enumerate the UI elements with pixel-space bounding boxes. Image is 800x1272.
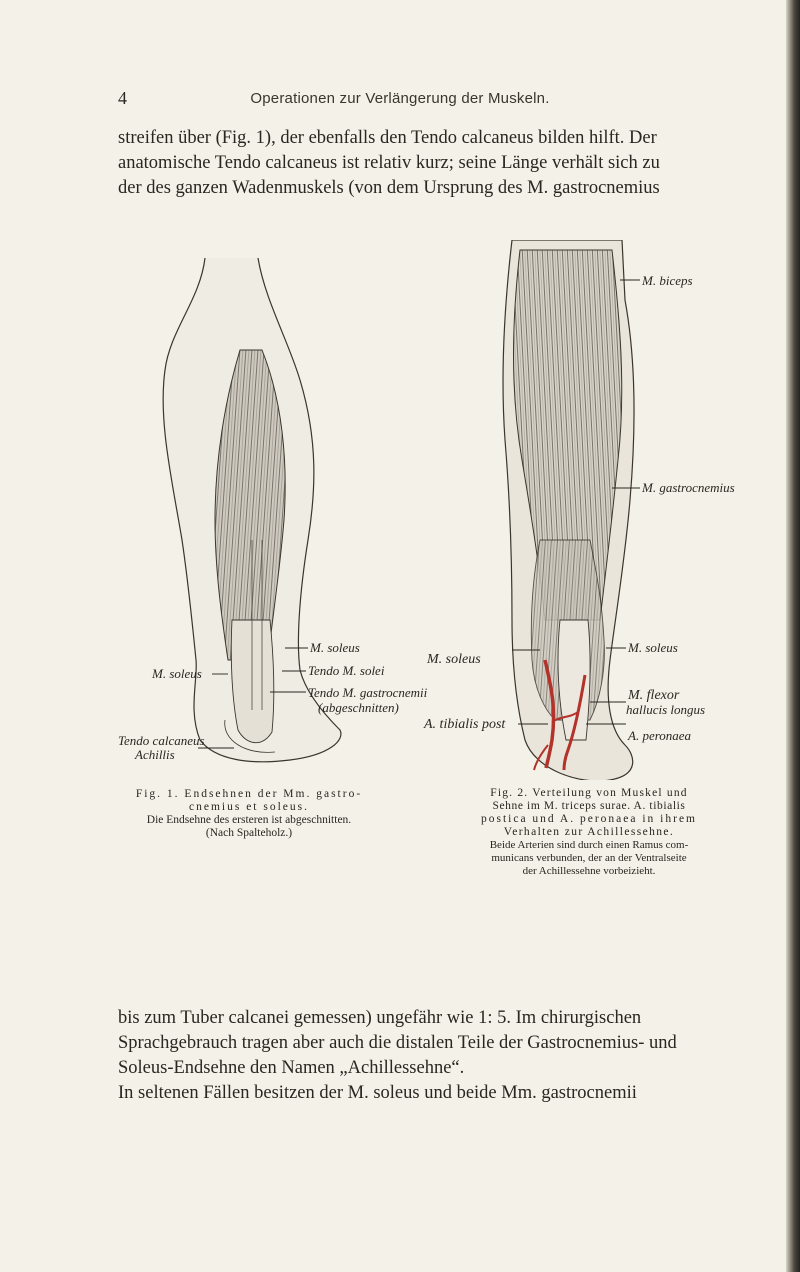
running-head: Operationen zur Verlängerung der Muskeln. — [250, 90, 550, 107]
label-fig1-m-soleus-right: M. soleus — [310, 640, 360, 655]
caption-line: (Nach Spalteholz.) — [205, 827, 293, 839]
label-fig2-m-gastrocnemius: M. gastrocnemius — [642, 480, 735, 495]
label-fig1-abgeschnitten: (abgeschnitten) — [318, 700, 399, 715]
text-line: Sprachgebrauch tragen aber auch die distalen Teile der Gastrocnemius- und — [118, 1033, 677, 1053]
label-fig2-hallucis-longus: hallucis longus — [626, 702, 706, 717]
caption-line: cnemius et soleus. — [189, 801, 309, 813]
label-fig1-tendo-m-solei: Tendo M. solei — [308, 663, 385, 678]
caption-line: Verhalten zur Achillessehne. — [503, 826, 675, 838]
text-line: bis zum Tuber calcanei gemessen) ungefähr wie 1: 5. Im chirurgischen — [118, 1008, 642, 1028]
label-fig1-tendo-gastrocnemii: Tendo M. gastrocnemii — [308, 685, 428, 700]
caption-line: Sehne im M. triceps surae. A. tibialis — [492, 800, 686, 812]
paragraph-bottom — [118, 1006, 734, 1106]
anatomical-figures — [0, 240, 800, 780]
text-line: Soleus-Endsehne den Namen „Achillessehne“. — [118, 1058, 465, 1078]
caption-line: Fig. 2. Verteilung von Muskel und — [490, 787, 688, 799]
page-header — [0, 88, 800, 112]
label-fig1-achillis: Achillis — [135, 747, 175, 762]
figure-2-caption — [436, 787, 742, 878]
text-line: In seltenen Fällen besitzen der M. soleus und beide Mm. gastrocnemii — [118, 1083, 637, 1103]
label-fig2-m-soleus-right: M. soleus — [628, 640, 678, 655]
caption-line: municans verbunden, der an der Ventralseite — [491, 852, 687, 864]
caption-line: Beide Arterien sind durch einen Ramus com- — [489, 839, 689, 851]
caption-line: Fig. 1. Endsehnen der Mm. gastro- — [135, 788, 363, 800]
figure-1-caption — [118, 788, 380, 840]
text-line: streifen über (Fig. 1), der ebenfalls den Tendo calcaneus bilden hilft. Der — [118, 128, 657, 148]
paragraph-top — [118, 126, 734, 201]
label-fig2-a-peronaea: A. peronaea — [628, 728, 692, 743]
page-number: 4 — [118, 88, 127, 108]
label-fig2-m-soleus-left: M. soleus — [427, 652, 481, 667]
caption-line: postica und A. peronaea in ihrem — [480, 813, 697, 825]
label-fig2-a-tibialis-post: A. tibialis post — [424, 717, 506, 732]
text-line: der des ganzen Wadenmuskels (von dem Ursprung des M. gastrocnemius — [118, 178, 660, 198]
label-fig2-m-biceps: M. biceps — [642, 273, 693, 288]
caption-line: der Achillessehne vorbeizieht. — [522, 865, 656, 877]
figures — [0, 240, 800, 780]
label-fig1-tendo-calcaneus: Tendo calcaneus — [118, 733, 205, 748]
figure-2-leg — [503, 240, 634, 780]
label-fig2-m-flexor: M. flexor — [628, 688, 680, 703]
caption-line: Die Endsehne des ersteren ist abgeschnitten. — [146, 814, 352, 826]
label-fig1-m-soleus-left: M. soleus — [152, 666, 202, 681]
text-line: anatomische Tendo calcaneus ist relativ kurz; seine Länge verhält sich zu — [118, 153, 660, 173]
